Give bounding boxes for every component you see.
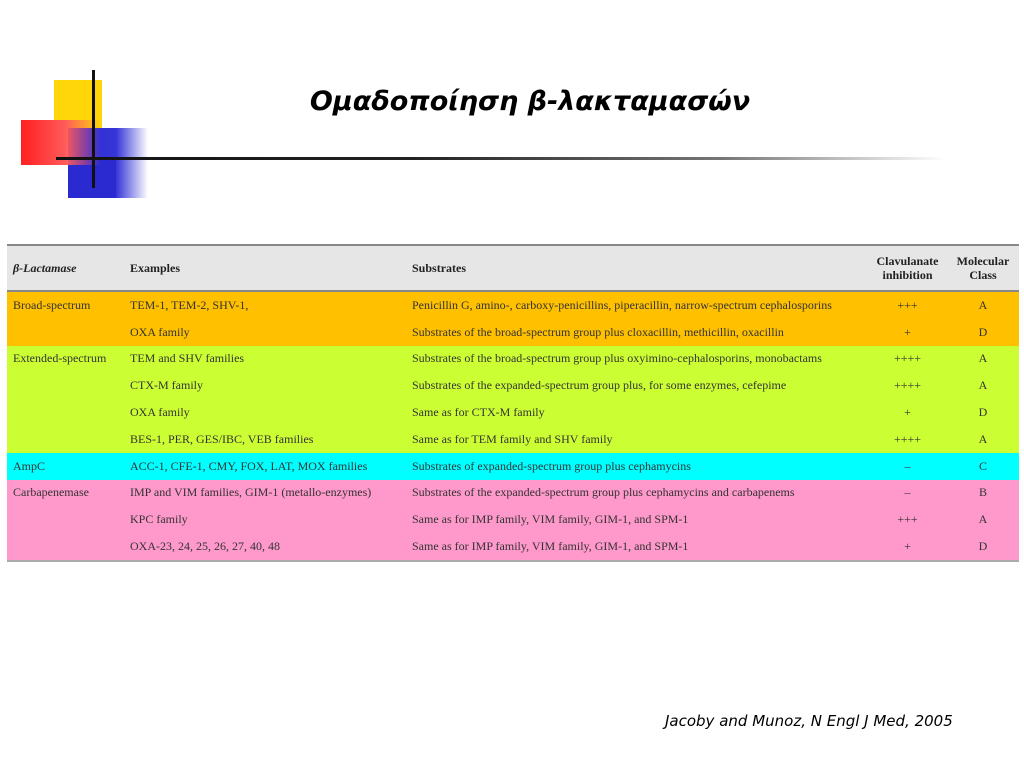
header-examples: Examples <box>124 245 406 291</box>
cell-clavulanate: +++ <box>897 512 918 527</box>
cell-substrates: Same as for IMP family, VIM family, GIM-1, and SPM-1 <box>412 512 689 527</box>
table-row <box>7 291 1019 319</box>
cell-substrates: Substrates of the expanded-spectrum group plus cephamycins and carbapenems <box>412 485 795 500</box>
cell-clavulanate: – <box>904 458 911 473</box>
table-row <box>7 480 1019 507</box>
cell-substrates: Substrates of expanded-spectrum group plus cephamycins <box>412 458 691 473</box>
cell-molecular-class: A <box>978 431 988 446</box>
cell-clavulanate: ++++ <box>893 351 922 366</box>
cell-molecular-class: C <box>978 458 987 473</box>
title-underline-rule <box>56 157 946 160</box>
slide-title: Ομαδοποίηση β-λακταμασών <box>309 86 751 117</box>
cell-examples: OXA family <box>130 405 190 420</box>
header-molecular-class: Molecular Class <box>947 245 1019 291</box>
cell-group <box>7 399 124 426</box>
cell-group: Extended-spectrum <box>13 351 107 366</box>
cell-clavulanate: + <box>904 405 911 420</box>
cell-substrates: Substrates of the broad-spectrum group plus oxyimino-cephalosporins, monobactams <box>412 351 822 366</box>
cell-molecular-class: A <box>978 512 988 527</box>
cell-group <box>7 506 124 533</box>
cell-examples: OXA family <box>130 324 190 339</box>
cell-substrates: Substrates of the broad-spectrum group plus cloxacillin, methicillin, oxacillin <box>412 324 784 339</box>
cell-molecular-class: D <box>978 324 988 339</box>
cell-examples: KPC family <box>130 512 188 527</box>
cell-substrates: Same as for IMP family, VIM family, GIM-1, and SPM-1 <box>406 533 868 561</box>
cell-examples: CTX-M family <box>130 378 203 393</box>
cell-group: Carbapenemase <box>13 485 89 500</box>
cell-group <box>7 426 124 453</box>
cell-examples: OXA-23, 24, 25, 26, 27, 40, 48 <box>124 533 406 561</box>
cell-substrates: Same as for CTX-M family <box>412 405 545 420</box>
cell-examples: BES-1, PER, GES/IBC, VEB families <box>130 431 314 446</box>
table-row <box>7 453 1019 480</box>
cell-clavulanate: + <box>904 324 911 339</box>
cell-molecular-class: B <box>978 485 987 500</box>
cell-substrates: Same as for TEM family and SHV family <box>412 431 613 446</box>
header-clavulanate-inhibition: Clavulanate inhibition <box>868 245 947 291</box>
cell-molecular-class: D <box>947 533 1019 561</box>
cell-examples: TEM and SHV families <box>130 351 245 366</box>
table-row <box>7 533 1019 561</box>
cell-group: Broad-spectrum <box>13 297 91 312</box>
cell-molecular-class: A <box>978 297 988 312</box>
table-row <box>7 372 1019 399</box>
cell-clavulanate: +++ <box>897 297 918 312</box>
table-row <box>7 319 1019 346</box>
lactamase-table-container <box>7 244 1019 562</box>
header-substrates: Substrates <box>406 245 868 291</box>
citation-text: Jacoby and Munoz, N Engl J Med, 2005 <box>665 712 953 730</box>
table-row <box>7 426 1019 453</box>
cell-clavulanate: + <box>868 533 947 561</box>
cell-group: AmpC <box>13 458 46 473</box>
cell-substrates: Substrates of the expanded-spectrum group plus, for some enzymes, cefepime <box>412 378 787 393</box>
cell-clavulanate: – <box>904 485 911 500</box>
table-row <box>7 346 1019 373</box>
cell-clavulanate: ++++ <box>893 378 922 393</box>
cell-clavulanate: ++++ <box>893 431 922 446</box>
cell-group <box>7 533 124 561</box>
table-header-row <box>7 245 1019 291</box>
cell-examples: IMP and VIM families, GIM-1 (metallo-enzymes) <box>130 485 372 500</box>
cell-molecular-class: A <box>978 351 988 366</box>
cell-group <box>7 372 124 399</box>
cell-examples: ACC-1, CFE-1, CMY, FOX, LAT, MOX families <box>130 458 368 473</box>
cell-molecular-class: D <box>978 405 988 420</box>
table-row <box>7 399 1019 426</box>
cell-examples: TEM-1, TEM-2, SHV-1, <box>130 297 249 312</box>
header-lactamase: β-Lactamase <box>7 245 124 291</box>
lactamase-table <box>7 244 1019 562</box>
cell-substrates: Penicillin G, amino-, carboxy-penicillins, piperacillin, narrow-spectrum cephalosporins <box>412 297 832 312</box>
cell-molecular-class: A <box>978 378 988 393</box>
cell-group <box>7 319 124 346</box>
table-row <box>7 506 1019 533</box>
